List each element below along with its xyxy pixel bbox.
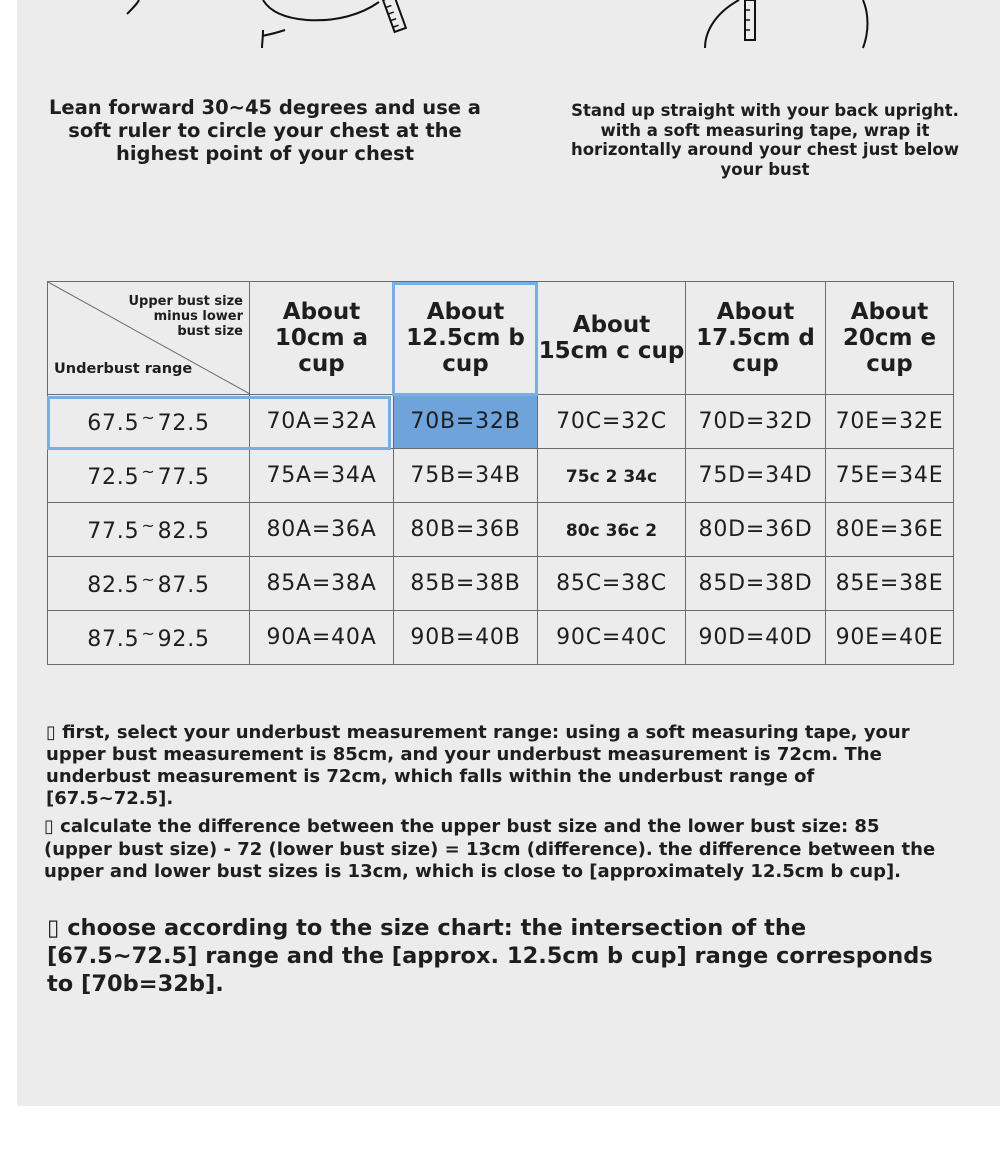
size-cell: 70A=32A xyxy=(250,395,394,449)
size-cell: 75D=34D xyxy=(686,449,826,503)
table-row xyxy=(48,395,954,449)
size-cell xyxy=(538,503,686,557)
header-cup-b: About 12.5cm b cup xyxy=(394,282,538,395)
size-cell: 90A=40A xyxy=(250,611,394,665)
header-cup-d: About 17.5cm d cup xyxy=(686,282,826,395)
step-3-text: ▯ choose according to the size chart: the intersection of the [67.5~72.5] range and the [approx. 12.5cm b cup] range corresponds to [70b=32b]. xyxy=(47,915,933,997)
underbust-range: 87.5 ~92.5 xyxy=(48,611,250,665)
underbust-range: 82.5 ~87.5 xyxy=(48,557,250,611)
size-cell: 90B=40B xyxy=(394,611,538,665)
size-cell: 90D=40D xyxy=(686,611,826,665)
header-cup-a: About 10cm a cup xyxy=(250,282,394,395)
table-row xyxy=(48,557,954,611)
smudged-size-text: 75c 2 34c xyxy=(565,467,658,487)
size-cell: 80A=36A xyxy=(250,503,394,557)
header-cup-c: About 15cm c cup xyxy=(538,282,686,395)
size-cell: 80B=36B xyxy=(394,503,538,557)
underbust-range: 67.5 ~72.5 xyxy=(48,395,250,449)
size-cell: 75B=34B xyxy=(394,449,538,503)
upper-minus-lower-label: Upper bust size minus lower bust size xyxy=(128,294,243,339)
underbust-range: 72.5 ~77.5 xyxy=(48,449,250,503)
step-1-text: ▯ first, select your underbust measurement range: using a soft measuring tape, your upper bust measurement is 85cm, and your underbust measurement is 72cm. The underbust measurement is 72cm, which falls within the underbust range of [67.5~72.5]. xyxy=(46,722,910,809)
header-cup-e: About 20cm e cup xyxy=(826,282,954,395)
size-cell: 75A=34A xyxy=(250,449,394,503)
size-cell: 85D=38D xyxy=(686,557,826,611)
table-row xyxy=(48,503,954,557)
size-cell-selected: 70B=32B xyxy=(394,395,538,449)
size-cell: 90E=40E xyxy=(826,611,954,665)
size-cell: 70D=32D xyxy=(686,395,826,449)
size-cell xyxy=(538,449,686,503)
underbust-range: 77.5 ~82.5 xyxy=(48,503,250,557)
caption-upper-bust: Lean forward 30~45 degrees and use a soft ruler to circle your chest at the highest point of your chest xyxy=(49,96,481,165)
smudged-size-text: 80c 36c 2 xyxy=(565,521,658,541)
table-row xyxy=(48,611,954,665)
underbust-range-label: Underbust range xyxy=(54,361,193,377)
size-cell: 85A=38A xyxy=(250,557,394,611)
corner-header xyxy=(48,282,250,395)
size-cell: 70E=32E xyxy=(826,395,954,449)
size-cell: 70C=32C xyxy=(538,395,686,449)
table-row xyxy=(48,449,954,503)
measuring-illustration xyxy=(17,0,1000,60)
header-row xyxy=(48,282,954,395)
size-cell: 75E=34E xyxy=(826,449,954,503)
size-cell: 80E=36E xyxy=(826,503,954,557)
size-cell: 85E=38E xyxy=(826,557,954,611)
step-2-text: ▯ calculate the difference between the upper bust size and the lower bust size: 85 (upper bust size) - 72 (lower bust size) = 13cm (difference). the difference between the upper and lower bust sizes is 13cm, which is close to [approximately 12.5cm b cup]. xyxy=(44,816,936,882)
size-guide-panel xyxy=(17,0,1000,1106)
size-cell: 85B=38B xyxy=(394,557,538,611)
size-cell: 90C=40C xyxy=(538,611,686,665)
size-chart-table xyxy=(47,281,954,665)
caption-underbust: Stand up straight with your back upright. with a soft measuring tape, wrap it horizontally around your chest just below your bust xyxy=(570,101,960,179)
size-cell: 85C=38C xyxy=(538,557,686,611)
size-cell: 80D=36D xyxy=(686,503,826,557)
